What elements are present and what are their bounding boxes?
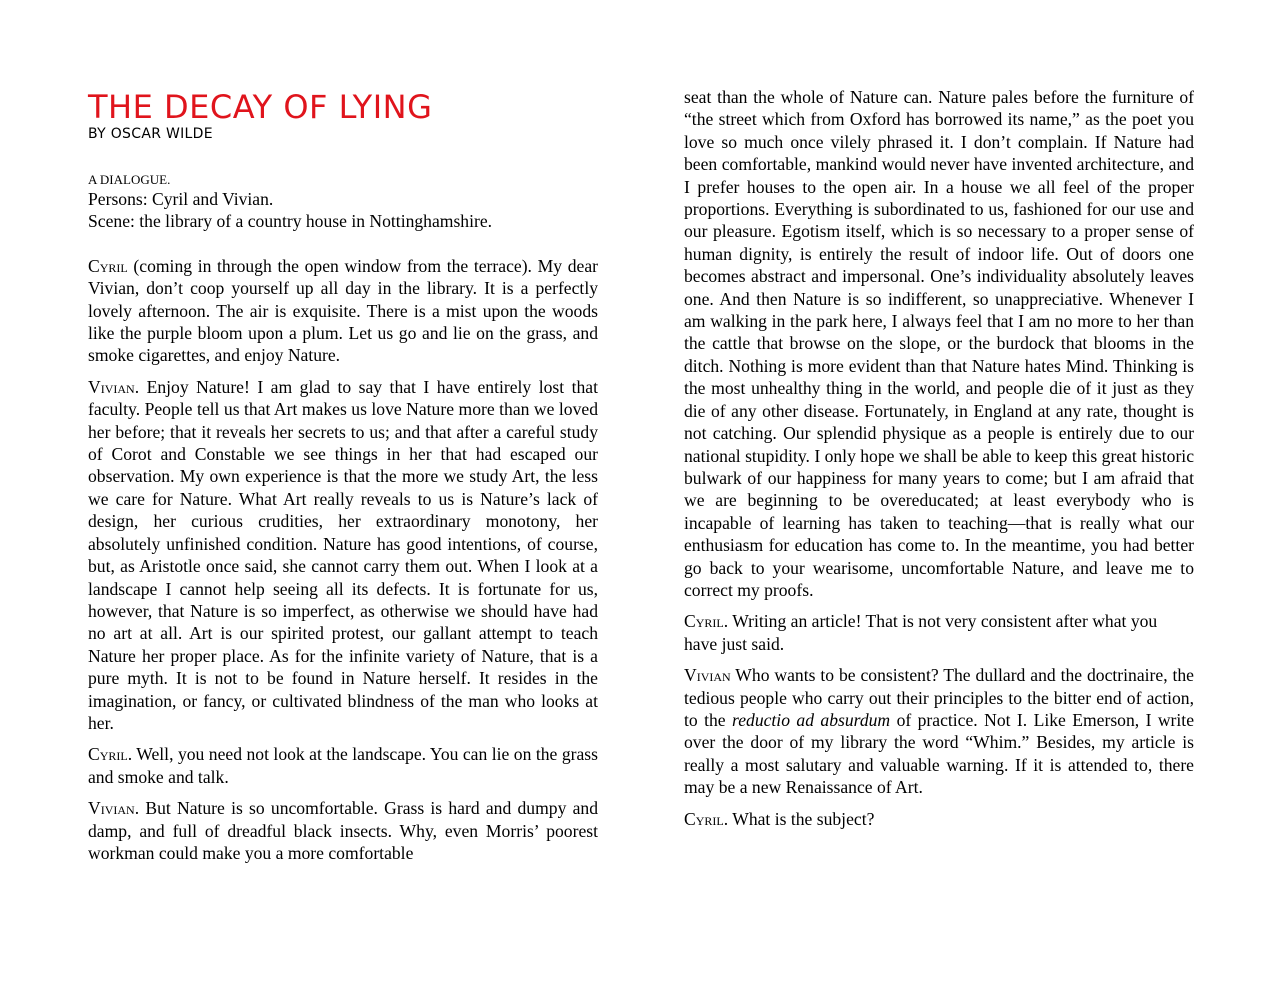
- speaker-name: Vivian.: [88, 798, 140, 819]
- author-byline: BY OSCAR WILDE: [88, 126, 213, 142]
- speech-text: What is the subject?: [728, 808, 875, 829]
- speech-text: (coming in through the open window from the terrace). My dear Vivian, don’t coop yourself up all day in the library. It is a perfectly lovely afternoon. The air is exquisite. There is a mist upon the woods like the purple bloom upon a plum. Let us go and lie on the grass, and smoke cigarettes, and enjoy Nature.: [88, 255, 598, 366]
- left-column: [88, 86, 598, 873]
- dialogue-paragraph: [684, 664, 1194, 798]
- dialogue-paragraph: [684, 86, 1194, 601]
- dialogue-paragraph: [88, 797, 598, 864]
- speech-text: Enjoy Nature! I am glad to say that I have entirely lost that faculty. People tell us that Art makes us love Nature more than we loved her before; that it reveals her secrets to us; and that after a careful study of Corot and Constable we see things in her that had escaped our observation. My own experience is that the more we study Art, the less we care for Nature. What Art really reveals to us is Nature’s lack of design, her curious crudities, her extraordinary monotony, her absolutely unfinished condition. Nature has good intentions, of course, but, as Aristotle once said, she cannot carry them out. When I look at a landscape I cannot help seeing all its defects. It is fortunate for us, however, that Nature is so imperfect, as otherwise we should have had no art at all. Art is our spirited protest, our gallant attempt to teach Nature her proper place. As for the infinite variety of Nature, that is a pure myth. It is not to be found in Nature herself. It resides in the imagination, or fancy, or cultivated blindness of the man who looks at her.: [88, 376, 598, 733]
- dialogue-label: A DIALOGUE.: [88, 172, 171, 187]
- speaker-name: Cyril.: [684, 611, 729, 632]
- dialogue-paragraph: [88, 743, 598, 788]
- speech-text: seat than the whole of Nature can. Nature pales before the furniture of “the street which from Oxford has borrowed its name,” as the poet you love so much once vilely phrased it. I don’t complain. If Nature had been comfortable, mankind would never have invented architecture, and I prefer houses to the open air. In a house we all feel of the proper proportions. Everything is subordinated to us, fashioned for our use and our pleasure. Egotism itself, which is so necessary to a proper sense of human dignity, is entirely the result of indoor life. Out of doors one becomes abstract and impersonal. One’s individuality absolutely leaves one. And then Nature is so indifferent, so unappreciative. Whenever I am walking in the park here, I always feel that I am no more to her than the cattle that browse on the slope, or the burdock that blooms in the ditch. Nothing is more evident than that Nature hates Mind. Thinking is the most unhealthy thing in the world, and people die of it just as they die of any other disease. Fortunately, in England at any rate, thought is not catching. Our splendid physique as a people is entirely due to our national stupidity. I only hope we shall be able to keep this great historic bulwark of our happiness for many years to come; but I am afraid that we are beginning to be overeducated; at least everybody who is incapable of learning has taken to teaching—that is really what our enthusiasm for education has come to. In the meantime, you had better go back to your wearisome, uncomfortable Nature, and leave me to correct my proofs.: [684, 87, 1194, 600]
- speech-text: Writing an article! That is not very consistent after what you have just said.: [684, 611, 1158, 654]
- page-title: THE DECAY OF LYING: [88, 88, 433, 126]
- dialogue-paragraph: [684, 808, 1194, 830]
- speaker-name: Cyril.: [88, 744, 133, 765]
- speech-text: of practice. Not I. Like Emerson, I write over the door of my library the word “Whim.” Besides, my article is really a most salutary and valuable warning. If it is attended to, there may be a new Renaissance of Art.: [684, 709, 1195, 798]
- speech-text: Well, you need not look at the landscape. You can lie on the grass and smoke and talk.: [88, 744, 598, 787]
- scene-line: Scene: the library of a country house in Nottinghamshire.: [88, 211, 493, 232]
- persons-line: Persons: Cyril and Vivian.: [88, 189, 274, 209]
- speaker-name: Vivian.: [88, 376, 140, 397]
- italic-phrase: reductio ad absurdum: [732, 709, 891, 730]
- speech-text: Who wants to be consistent? The dullard and the doctrinaire, the tedious people who carry out their principles to the bitter end of action, to the: [684, 665, 1194, 730]
- speech-text: But Nature is so uncomfortable. Grass is hard and dumpy and damp, and full of dreadful black insects. Why, even Morris’ poorest workman could make you a more comfortable: [88, 798, 598, 863]
- dialogue-paragraph: [684, 610, 1194, 655]
- dialogue-paragraph: [88, 255, 598, 367]
- speaker-name: Vivian: [684, 665, 731, 686]
- speaker-name: Cyril.: [684, 808, 729, 829]
- speaker-name: Cyril: [88, 255, 128, 276]
- right-column: [684, 86, 1194, 839]
- dialogue-paragraph: [88, 376, 598, 735]
